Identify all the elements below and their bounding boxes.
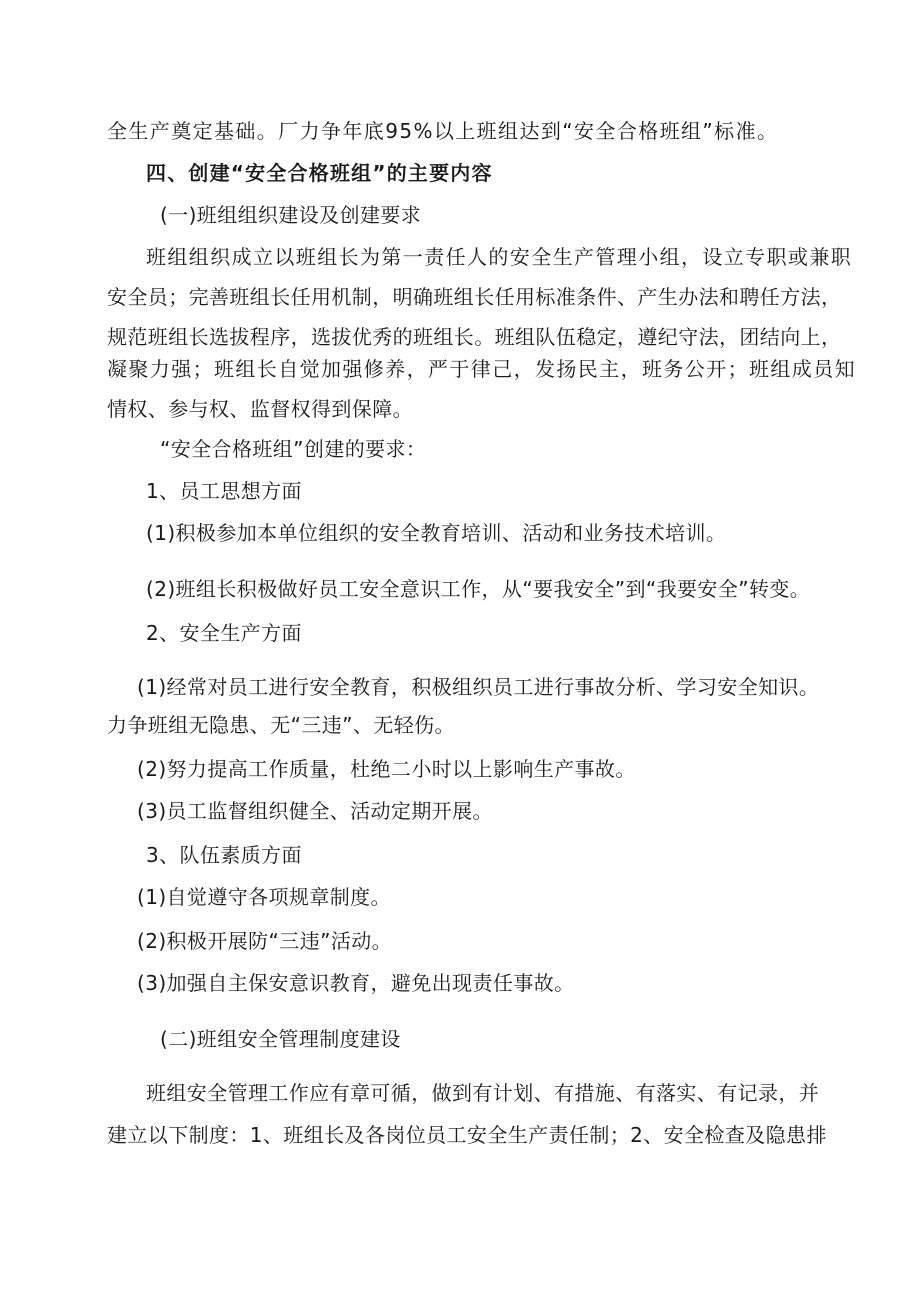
paragraph-line: 情权、参与权、监督权得到保障。: [107, 397, 413, 421]
paragraph-line: 安全员；完善班组长任用机制，明确班组长任用标准条件、产生办法和聘任方法，: [107, 285, 842, 309]
list-heading-2: 2、安全生产方面: [146, 621, 302, 645]
list-item: (3)加强自主保安意识教育，避免出现责任事故。: [137, 971, 575, 995]
list-item: (1)自觉遵守各项规章制度。: [137, 885, 391, 909]
list-item-continuation: 力争班组无隐患、无“三违”、无轻伤。: [107, 713, 455, 737]
requirements-intro: “安全合格班组”创建的要求：: [160, 437, 427, 461]
list-heading-1: 1、员工思想方面: [146, 479, 302, 503]
paragraph-line: 班组组织成立以班组长为第一责任人的安全生产管理小组，设立专职或兼职: [146, 245, 853, 269]
list-item: (1)积极参加本单位组织的安全教育培训、活动和业务技术培训。: [146, 521, 727, 545]
list-item: (2)积极开展防“三违”活动。: [137, 929, 393, 953]
paragraph-line: 班组安全管理工作应有章可循，做到有计划、有措施、有落实、有记录，并: [146, 1081, 820, 1105]
list-heading-3: 3、队伍素质方面: [146, 843, 302, 867]
subsection-heading-1: (一)班组组织建设及创建要求: [160, 203, 422, 227]
list-item: (2)班组长积极做好员工安全意识工作，从“要我安全”到“我要安全”转变。: [146, 577, 811, 601]
paragraph-continuation-line: 全生产奠定基础。厂力争年底95%以上班组达到“安全合格班组”标准。: [107, 119, 779, 143]
section-heading-4: 四、创建“安全合格班组”的主要内容: [146, 161, 493, 185]
paragraph-line: 规范班组长选拔程序，选拔优秀的班组长。班组队伍稳定，遵纪守法，团结向上，: [107, 325, 842, 349]
list-item: (1)经常对员工进行安全教育，积极组织员工进行事故分析、学习安全知识。: [137, 675, 820, 699]
paragraph-line: 建立以下制度：1、班组长及各岗位员工安全生产责任制；2、安全检查及隐患排: [107, 1123, 827, 1147]
list-item: (2)努力提高工作质量，杜绝二小时以上影响生产事故。: [137, 757, 636, 781]
list-item: (3)员工监督组织健全、活动定期开展。: [137, 799, 493, 823]
paragraph-line: 凝聚力强；班组长自觉加强修养，严于律己，发扬民主，班务公开；班组成员知: [107, 357, 856, 381]
subsection-heading-2: (二)班组安全管理制度建设: [160, 1027, 401, 1051]
